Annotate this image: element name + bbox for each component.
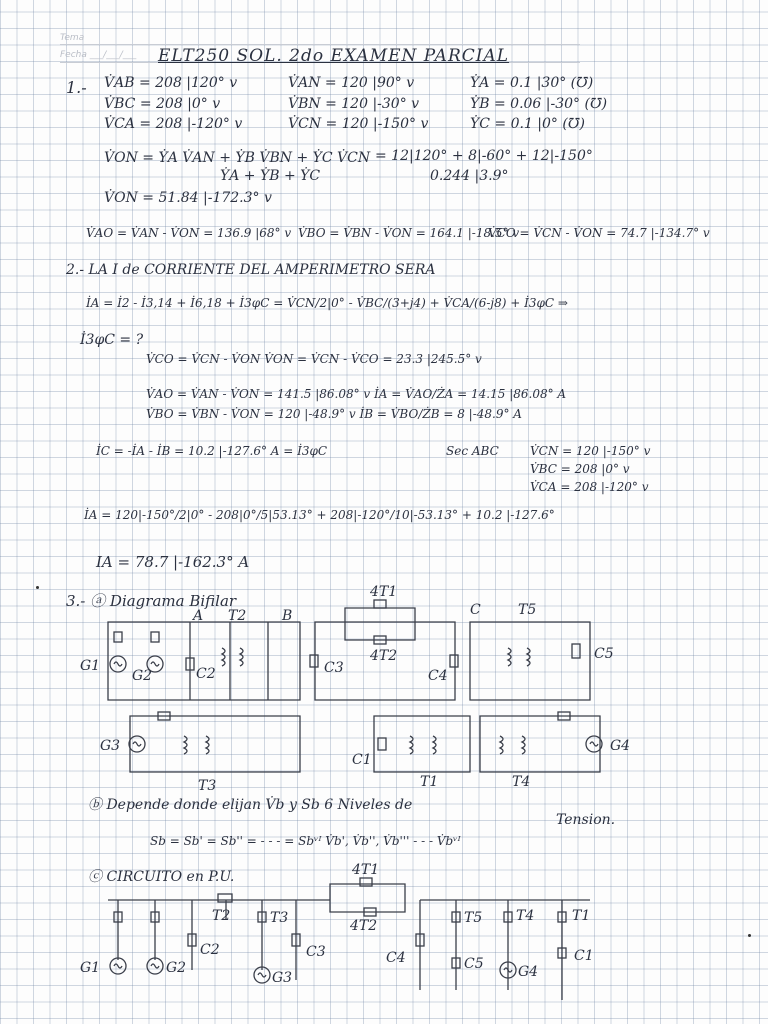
p1-line1-van: V̇AN = 120 |90° v [288, 75, 415, 91]
4t1-label: 4T1 [370, 584, 398, 600]
c3-label: C3 [324, 660, 344, 676]
p1-vao-line: V̇AO = V̇AN - V̇ON = 136.9 |68° v [86, 226, 292, 240]
t2-label: T2 [228, 608, 247, 624]
p1-line2-vbc: V̇BC = 208 |0° v [104, 96, 221, 112]
pu-4t1-label: 4T1 [352, 862, 380, 878]
p2-i3phc-question: İ3φC = ? [80, 332, 144, 348]
problem-2-heading: 2.- LA I de CORRIENTE DEL AMPERIMETRO SERA [66, 262, 436, 278]
p1-line2-yb: ẎB = 0.06 |-30° (℧) [470, 96, 608, 112]
pu-c1-label: C1 [574, 948, 594, 964]
p2-ia-substitution: İA = 120|-150°/2|0° - 208|0°/5|53.13° + 208|-120°/10|-53.13° + 10.2 |-127.6° [84, 508, 555, 522]
pu-t3-label: T3 [270, 910, 289, 926]
bus-b-label: B [282, 608, 293, 624]
p1-line3-vca: V̇CA = 208 |-120° v [104, 116, 243, 132]
p2-sequence-vcn: V̇CN = 120 |-150° v [530, 444, 651, 458]
t1-label: T1 [420, 774, 439, 790]
problem-1-number: 1.- [66, 78, 87, 97]
p3-b-line2: Tension. [556, 812, 616, 828]
g2-label: G2 [132, 668, 153, 684]
t3-label: T3 [198, 778, 217, 794]
pu-g2-label: G2 [166, 960, 187, 976]
pu-c3-label: C3 [306, 944, 326, 960]
page-title: ELT250 SOL. 2do EXAMEN PARCIAL [158, 46, 510, 66]
p2-ic-line: İC = -İA - İB = 10.2 |-127.6° A = İ3φC [96, 444, 328, 458]
p1-line1-ya: ẎA = 0.1 |30° (℧) [470, 75, 594, 91]
p2-vao-ia-line: V̇AO = V̇AN - V̇ON = 141.5 |86.08° v İA = V̇AO/ŻA = 14.15 |86.08° A [146, 387, 567, 401]
stray-dot [36, 586, 39, 589]
p1-von-denominator-value: 0.244 |3.9° [430, 168, 509, 184]
p2-sequence-label: Sec ABC [446, 444, 499, 458]
p1-vco-line: V̇CO = V̇CN - V̇ON = 74.7 |-134.7° v [488, 226, 710, 240]
p1-line1-vab: V̇AB = 208 |120° v [104, 75, 238, 91]
p2-vco-line: V̇CO = V̇CN - V̇ON V̇ON = V̇CN - V̇CO = 23.3 |245.5° v [146, 352, 482, 366]
c2-label: C2 [196, 666, 216, 682]
pu-t2-label: T2 [212, 908, 231, 924]
p3-c-heading: ⓒ CIRCUITO en P.U. [88, 869, 235, 885]
c5-label: C5 [594, 646, 614, 662]
p1-line2-vbn: V̇BN = 120 |-30° v [288, 96, 420, 112]
t4-label: T4 [512, 774, 531, 790]
bus-c-label: C [470, 602, 481, 618]
g3-label: G3 [100, 738, 121, 754]
p2-sequence-vca: V̇CA = 208 |-120° v [530, 480, 649, 494]
pu-c2-label: C2 [200, 942, 220, 958]
p3-b-line1: ⓑ Depende donde elijan V̇b y Sb 6 Niveles de [88, 797, 413, 813]
p1-von-denominator: ẎA + ẎB + ẎC [220, 168, 321, 184]
p1-vbo-line: V̇BO = V̇BN - V̇ON = 164.1 |-18.5° v [298, 226, 520, 240]
p3-b-line3: Sb = Sb' = Sb'' = - - - = Sbᵛᴵ V̇b', V̇b'', V̇b''' - - - V̇bᵛᴵ [150, 834, 461, 848]
4t2-label: 4T2 [370, 648, 398, 664]
p1-line3-vcn: V̇CN = 120 |-150° v [288, 116, 429, 132]
p2-sequence-vbc: V̇BC = 208 |0° v [530, 462, 630, 476]
p1-von-result: V̇ON = 51.84 |-172.3° v [104, 190, 272, 206]
c4-label: C4 [428, 668, 448, 684]
pu-4t2-label: 4T2 [350, 918, 378, 934]
c1-label: C1 [352, 752, 372, 768]
t5-label: T5 [518, 602, 537, 618]
tema-label: Tema [60, 33, 85, 43]
g1-label: G1 [80, 658, 101, 674]
p2-ia-equation: İA = İ2 - İ3,14 + İ6,18 + İ3φC = V̇CN/2|0° - V̇BC/(3+j4) + V̇CA/(6-j8) + İ3φC ⇒ [86, 296, 568, 310]
problem-3-heading: 3.- ⓐ Diagrama Bifilar [66, 592, 237, 610]
pu-g1-label: G1 [80, 960, 101, 976]
fecha-label: Fecha ___/___/___ [60, 50, 137, 60]
p2-ia-result: IA = 78.7 |-162.3° A [96, 553, 250, 571]
pu-t1-label: T1 [572, 908, 591, 924]
p1-line3-yc: ẎC = 0.1 |0° (℧) [470, 116, 585, 132]
pu-c5-label: C5 [464, 956, 484, 972]
g4-label: G4 [610, 738, 631, 754]
stray-dot [748, 934, 751, 937]
p1-von-expanded: = 12|120° + 8|-60° + 12|-150° [375, 148, 593, 164]
p1-von-numerator: V̇ON = ẎA V̇AN + ẎB V̇BN + ẎC V̇CN [104, 150, 371, 166]
bus-a-label: A [193, 608, 204, 624]
pu-c4-label: C4 [386, 950, 406, 966]
p2-vbo-ib-line: V̇BO = V̇BN - V̇ON = 120 |-48.9° v İB = V̇BO/ŻB = 8 |-48.9° A [146, 407, 522, 421]
pu-t5-label: T5 [464, 910, 483, 926]
pu-g3-label: G3 [272, 970, 293, 986]
pu-g4-label: G4 [518, 964, 539, 980]
pu-t4-label: T4 [516, 908, 535, 924]
